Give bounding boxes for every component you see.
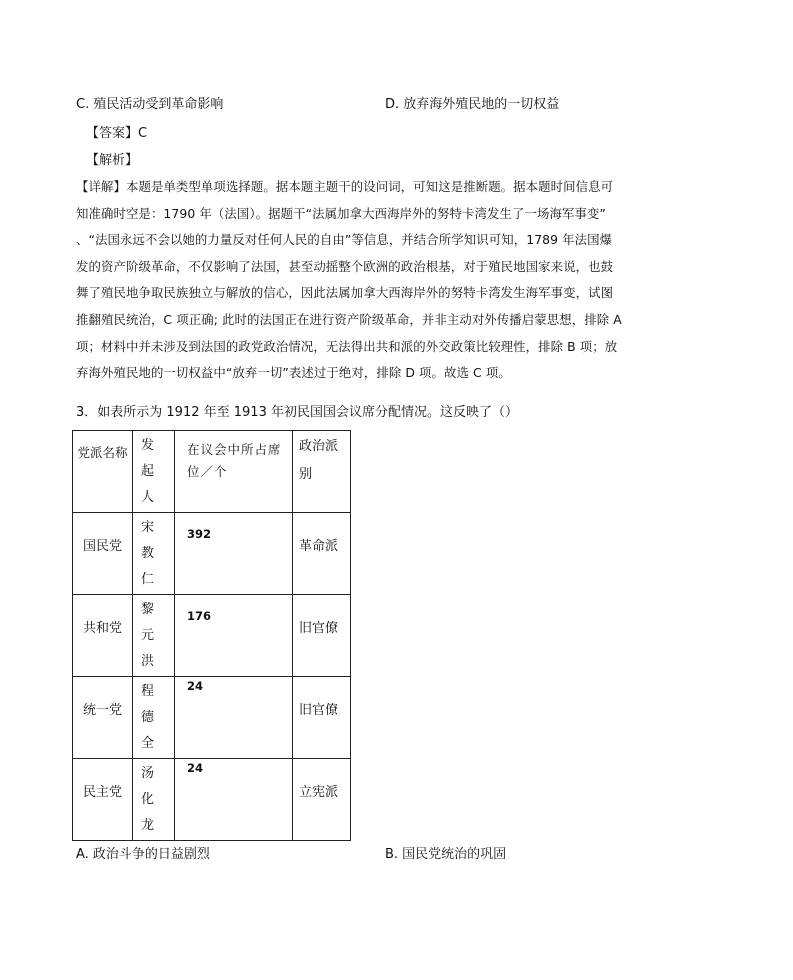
analysis-line: 知准确时空是：1790 年（法国）。据题干“法属加拿大西海岸外的努特卡湾发生了一场海军事变” xyxy=(76,205,606,221)
founder-cell: 宋教仁 xyxy=(133,513,175,595)
founder-cell: 汤化龙 xyxy=(133,759,175,841)
analysis-line: 【详解】本题是单类型单项选择题。据本题主题干的设问词，可知这是推断题。据本题时间信息可 xyxy=(76,179,614,194)
founder-cell: 程德全 xyxy=(133,677,175,759)
option-b: B. 国民党统治的巩固 xyxy=(385,847,507,862)
table-row xyxy=(73,595,351,677)
analysis-line: 弃海外殖民地的一切权益中“放弃一切”表述过于绝对，排除 D 项。故选 C 项。 xyxy=(76,365,511,381)
analysis-line: 发的资产阶级革命，不仅影响了法国，甚至动摇整个欧洲的政治根基，对于殖民地国家来说，也鼓 xyxy=(76,258,614,274)
party-cell: 统一党 xyxy=(73,677,133,759)
analysis-line: 舞了殖民地争取民族独立与解放的信心，因此法属加拿大西海岸外的努特卡湾发生海军事变，试图 xyxy=(76,285,614,301)
table-row xyxy=(73,677,351,759)
table-row xyxy=(73,513,351,595)
header-cell: 发起人 xyxy=(133,431,175,513)
founder-cell: 黎元洪 xyxy=(133,595,175,677)
table-row xyxy=(73,759,351,841)
option-a: A. 政治斗争的日益剧烈 xyxy=(76,847,210,862)
option-d: D. 放弃海外殖民地的一切权益 xyxy=(385,97,560,112)
faction-cell: 立宪派 xyxy=(293,759,351,841)
party-cell: 共和党 xyxy=(73,595,133,677)
party-cell: 民主党 xyxy=(73,759,133,841)
header-cell: 政治派别 xyxy=(293,431,351,513)
analysis-line: 、“法国永远不会以她的力量反对任何人民的自由”等信息，并结合所学知识可知，1789 年法国爆 xyxy=(76,232,613,248)
header-cell: 党派名称 xyxy=(73,431,133,513)
seat-distribution-table xyxy=(72,430,351,841)
faction-cell: 旧官僚 xyxy=(293,677,351,759)
analysis-label: 【解析】 xyxy=(86,153,139,168)
answer-label: 【答案】C xyxy=(86,126,148,141)
seats-cell: 24 xyxy=(175,677,293,759)
table-header-row xyxy=(73,431,351,513)
analysis-line: 项；材料中并未涉及到法国的政党政治情况，无法得出共和派的外交政策比较理性，排除 B 项；放 xyxy=(76,338,618,354)
analysis-line: 推翻殖民统治，C 项正确; 此时的法国正在进行资产阶级革命，并非主动对外传播启蒙思想，排除 A xyxy=(76,311,622,327)
party-cell: 国民党 xyxy=(73,513,133,595)
question-3: 3．如表所示为 1912 年至 1913 年初民国国会议席分配情况。这反映了（） xyxy=(76,405,518,420)
faction-cell: 革命派 xyxy=(293,513,351,595)
seats-cell: 24 xyxy=(175,759,293,841)
header-cell: 在议会中所占席位／个 xyxy=(175,431,293,513)
seats-cell: 392 xyxy=(175,513,293,595)
option-c: C. 殖民活动受到革命影响 xyxy=(76,97,224,112)
faction-cell: 旧官僚 xyxy=(293,595,351,677)
seats-cell: 176 xyxy=(175,595,293,677)
analysis-paragraph xyxy=(76,174,686,387)
